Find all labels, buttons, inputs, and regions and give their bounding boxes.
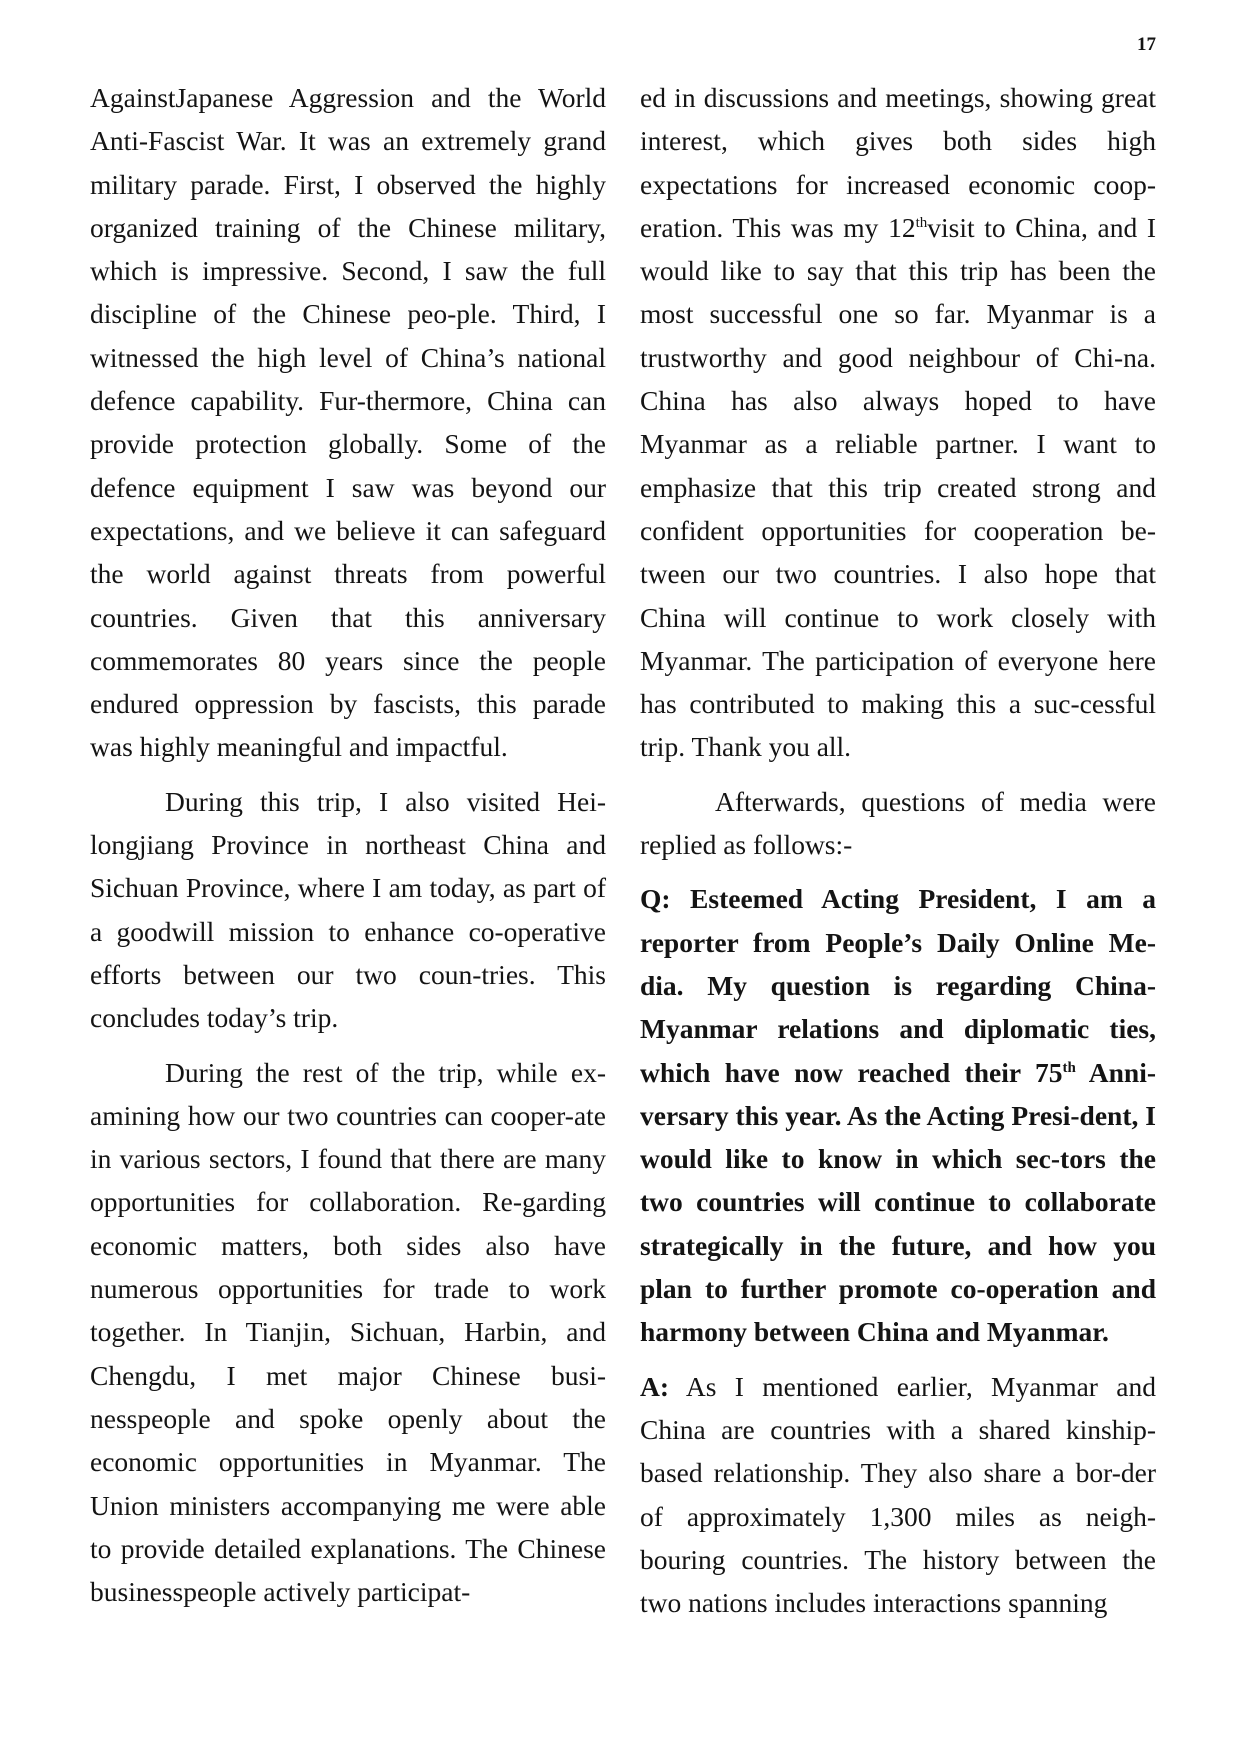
page-number: 17 — [1137, 34, 1156, 55]
media-answer — [640, 1365, 1156, 1625]
text-run: As I mentioned earlier, Myanmar and China are countries with a shared kinship-based relationship. They also share a bor-der of approximately 1,300 miles as neigh-bouring countries. The history between the two nations includes interactions spanning — [640, 1370, 1156, 1619]
media-question — [640, 877, 1156, 1353]
body-paragraph: During the rest of the trip, while ex-amining how our two countries can cooper-ate in various sectors, I found that there are many opportunities for collaboration. Re-garding economic matters, both sides also have numerous opportunities for trade to work together. In Tianjin, Sichuan, Harbin, and Chengdu, I met major Chinese busi-nesspeople and spoke openly about the economic opportunities in Myanmar. The Union ministers accompanying me were able to provide detailed explanations. The Chinese businesspeople actively participat- — [90, 1056, 606, 1608]
text-run: visit to China, and I would like to say that this trip has been the most successful one so far. Myanmar is a trustworthy and good neighbour of Chi-na. China has also always hoped to have Myanmar as a reliable partner. I want to emphasize that this trip created strong and confident opportunities for cooperation be-tween our two countries. I also hope that China will continue to work closely with Myanmar. The participation of everyone here has contributed to making this a suc-cessful trip. Thank you all. — [640, 211, 1156, 763]
body-paragraph: Afterwards, questions of media were replied as follows:- — [640, 785, 1156, 861]
body-paragraph: AgainstJapanese Aggression and the World Anti-Fascist War. It was an extremely grand military parade. First, I observed the highly organized training of the Chinese military, which is impressive. Second, I saw the full discipline of the Chinese peo-ple. Third, I witnessed the high level of China’s national defence capability. Fur-thermore, China can provide protection globally. Some of the defence equipment I saw was beyond our expectations, and we believe it can safeguard the world against threats from powerful countries. Given that this anniversary commemorates 80 years since the people endured oppression by fascists, this parade was highly meaningful and impactful. — [90, 82, 606, 763]
text-run: ed in discussions and meetings, showing great interest, which gives both sides high expectations for increased economic coop-eration. This was my 12 — [640, 82, 1156, 243]
body-paragraph — [640, 76, 1156, 769]
ordinal-suffix: th — [1062, 1059, 1076, 1076]
text-run: Q: Esteemed Acting President, I am a reporter from People’s Daily Online Me-dia. My question is regarding China-Myanmar relations and diplomatic ties, which have now reached their 75 — [640, 883, 1156, 1088]
right-column — [640, 76, 1156, 1635]
body-paragraph: During this trip, I also visited Hei-longjiang Province in northeast China and Sichuan Province, where I am today, as part of a goodwill mission to enhance co-operative efforts between our two coun-tries. This concludes today’s trip. — [90, 785, 606, 1034]
ordinal-suffix: th — [915, 214, 928, 231]
text-run: Anni-versary this year. As the Acting Presi-dent, I would like to know in which sec-tors the two countries will continue to collaborate strategically in the future, and how you plan to further promote co-operation and harmony between China and Myanmar. — [640, 1056, 1156, 1348]
left-column — [90, 76, 606, 1624]
answer-label: A: — [640, 1370, 670, 1402]
